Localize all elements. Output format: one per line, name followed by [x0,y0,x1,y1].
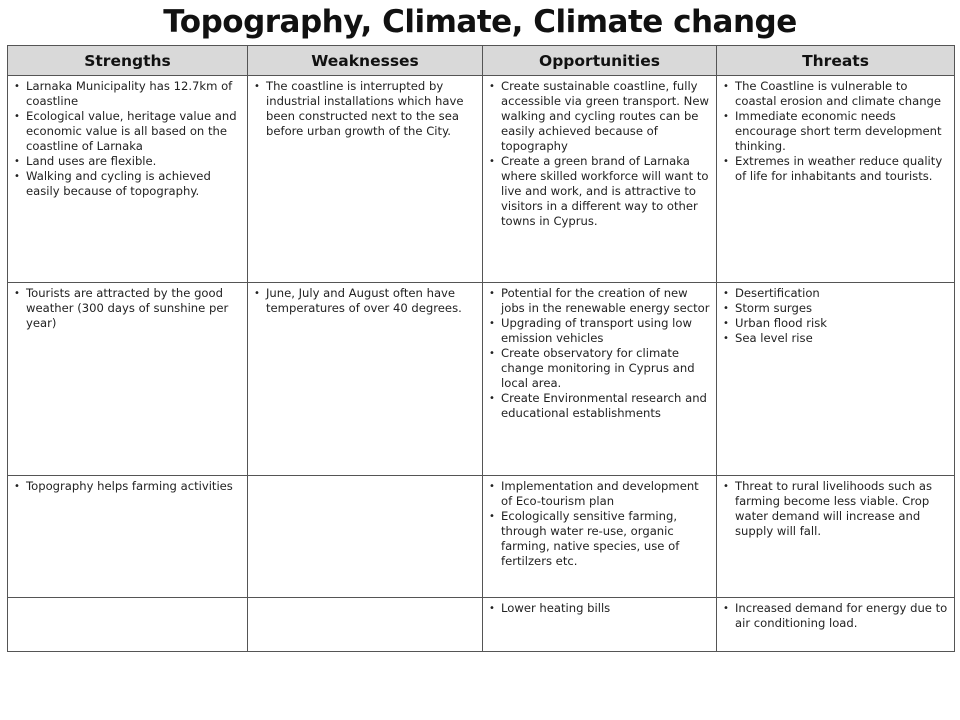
bullet-list [721,79,950,184]
list-item: • Lower heating bills [487,601,712,616]
list-item: • Sea level rise [721,331,950,346]
cell-opportunities [483,476,717,598]
list-item: • June, July and August often have temperatures of over 40 degrees. [252,286,478,316]
bullet-list [721,286,950,346]
cell-threats [717,76,955,283]
bullet-list [487,479,712,569]
cell-weaknesses [248,283,483,476]
list-item: • Potential for the creation of new jobs in the renewable energy sector [487,286,712,316]
bullet-list [721,479,950,539]
list-item: • Immediate economic needs encourage short term development thinking. [721,109,950,154]
bullet-list [487,601,712,616]
slide-title: Topography, Climate, Climate change [163,4,797,40]
header-threats: Threats [717,46,955,76]
list-item: • Land uses are flexible. [12,154,243,169]
list-item: • Threat to rural livelihoods such as farming become less viable. Crop water demand will increase and supply will fall. [721,479,950,539]
list-item: • Create Environmental research and educational establishments [487,391,712,421]
list-item: • Extremes in weather reduce quality of life for inhabitants and tourists. [721,154,950,184]
list-item: • Tourists are attracted by the good weather (300 days of sunshine per year) [12,286,243,331]
list-item: • Implementation and development of Eco-tourism plan [487,479,712,509]
bullet-list [487,79,712,229]
cell-strengths [8,476,248,598]
cell-opportunities [483,598,717,652]
list-item: • Urban flood risk [721,316,950,331]
cell-opportunities [483,283,717,476]
cell-threats [717,598,955,652]
list-item: • The coastline is interrupted by industrial installations which have been constructed next to the sea before urban growth of the City. [252,79,478,139]
list-item: • Larnaka Municipality has 12.7km of coastline [12,79,243,109]
header-weaknesses: Weaknesses [248,46,483,76]
cell-strengths [8,283,248,476]
bullet-list [487,286,712,421]
cell-strengths [8,598,248,652]
table-row [8,76,955,283]
bullet-list [252,79,478,139]
list-item: • Topography helps farming activities [12,479,243,494]
table-row [8,283,955,476]
cell-weaknesses [248,598,483,652]
cell-opportunities [483,76,717,283]
swot-table [7,45,955,652]
cell-threats [717,283,955,476]
cell-weaknesses [248,476,483,598]
bullet-list [12,286,243,331]
bullet-list [252,286,478,316]
list-item: • Desertification [721,286,950,301]
list-item: • Ecologically sensitive farming, through water re-use, organic farming, native species, use of fertilzers etc. [487,509,712,569]
bullet-list [721,601,950,631]
list-item: • Upgrading of transport using low emission vehicles [487,316,712,346]
header-strengths: Strengths [8,46,248,76]
header-row [8,46,955,76]
cell-threats [717,476,955,598]
header-opportunities: Opportunities [483,46,717,76]
table-row [8,476,955,598]
list-item: • Create observatory for climate change monitoring in Cyprus and local area. [487,346,712,391]
list-item: • Create a green brand of Larnaka where skilled workforce will want to live and work, and is attractive to visitors in a different way to other towns in Cyprus. [487,154,712,229]
list-item: • The Coastline is vulnerable to coastal erosion and climate change [721,79,950,109]
bullet-list [12,79,243,199]
list-item: • Increased demand for energy due to air conditioning load. [721,601,950,631]
list-item: • Ecological value, heritage value and economic value is all based on the coastline of Larnaka [12,109,243,154]
list-item: • Storm surges [721,301,950,316]
list-item: • Create sustainable coastline, fully accessible via green transport. New walking and cycling routes can be easily achieved because of topography [487,79,712,154]
cell-weaknesses [248,76,483,283]
bullet-list [12,479,243,494]
table-row [8,598,955,652]
cell-strengths [8,76,248,283]
list-item: • Walking and cycling is achieved easily because of topography. [12,169,243,199]
